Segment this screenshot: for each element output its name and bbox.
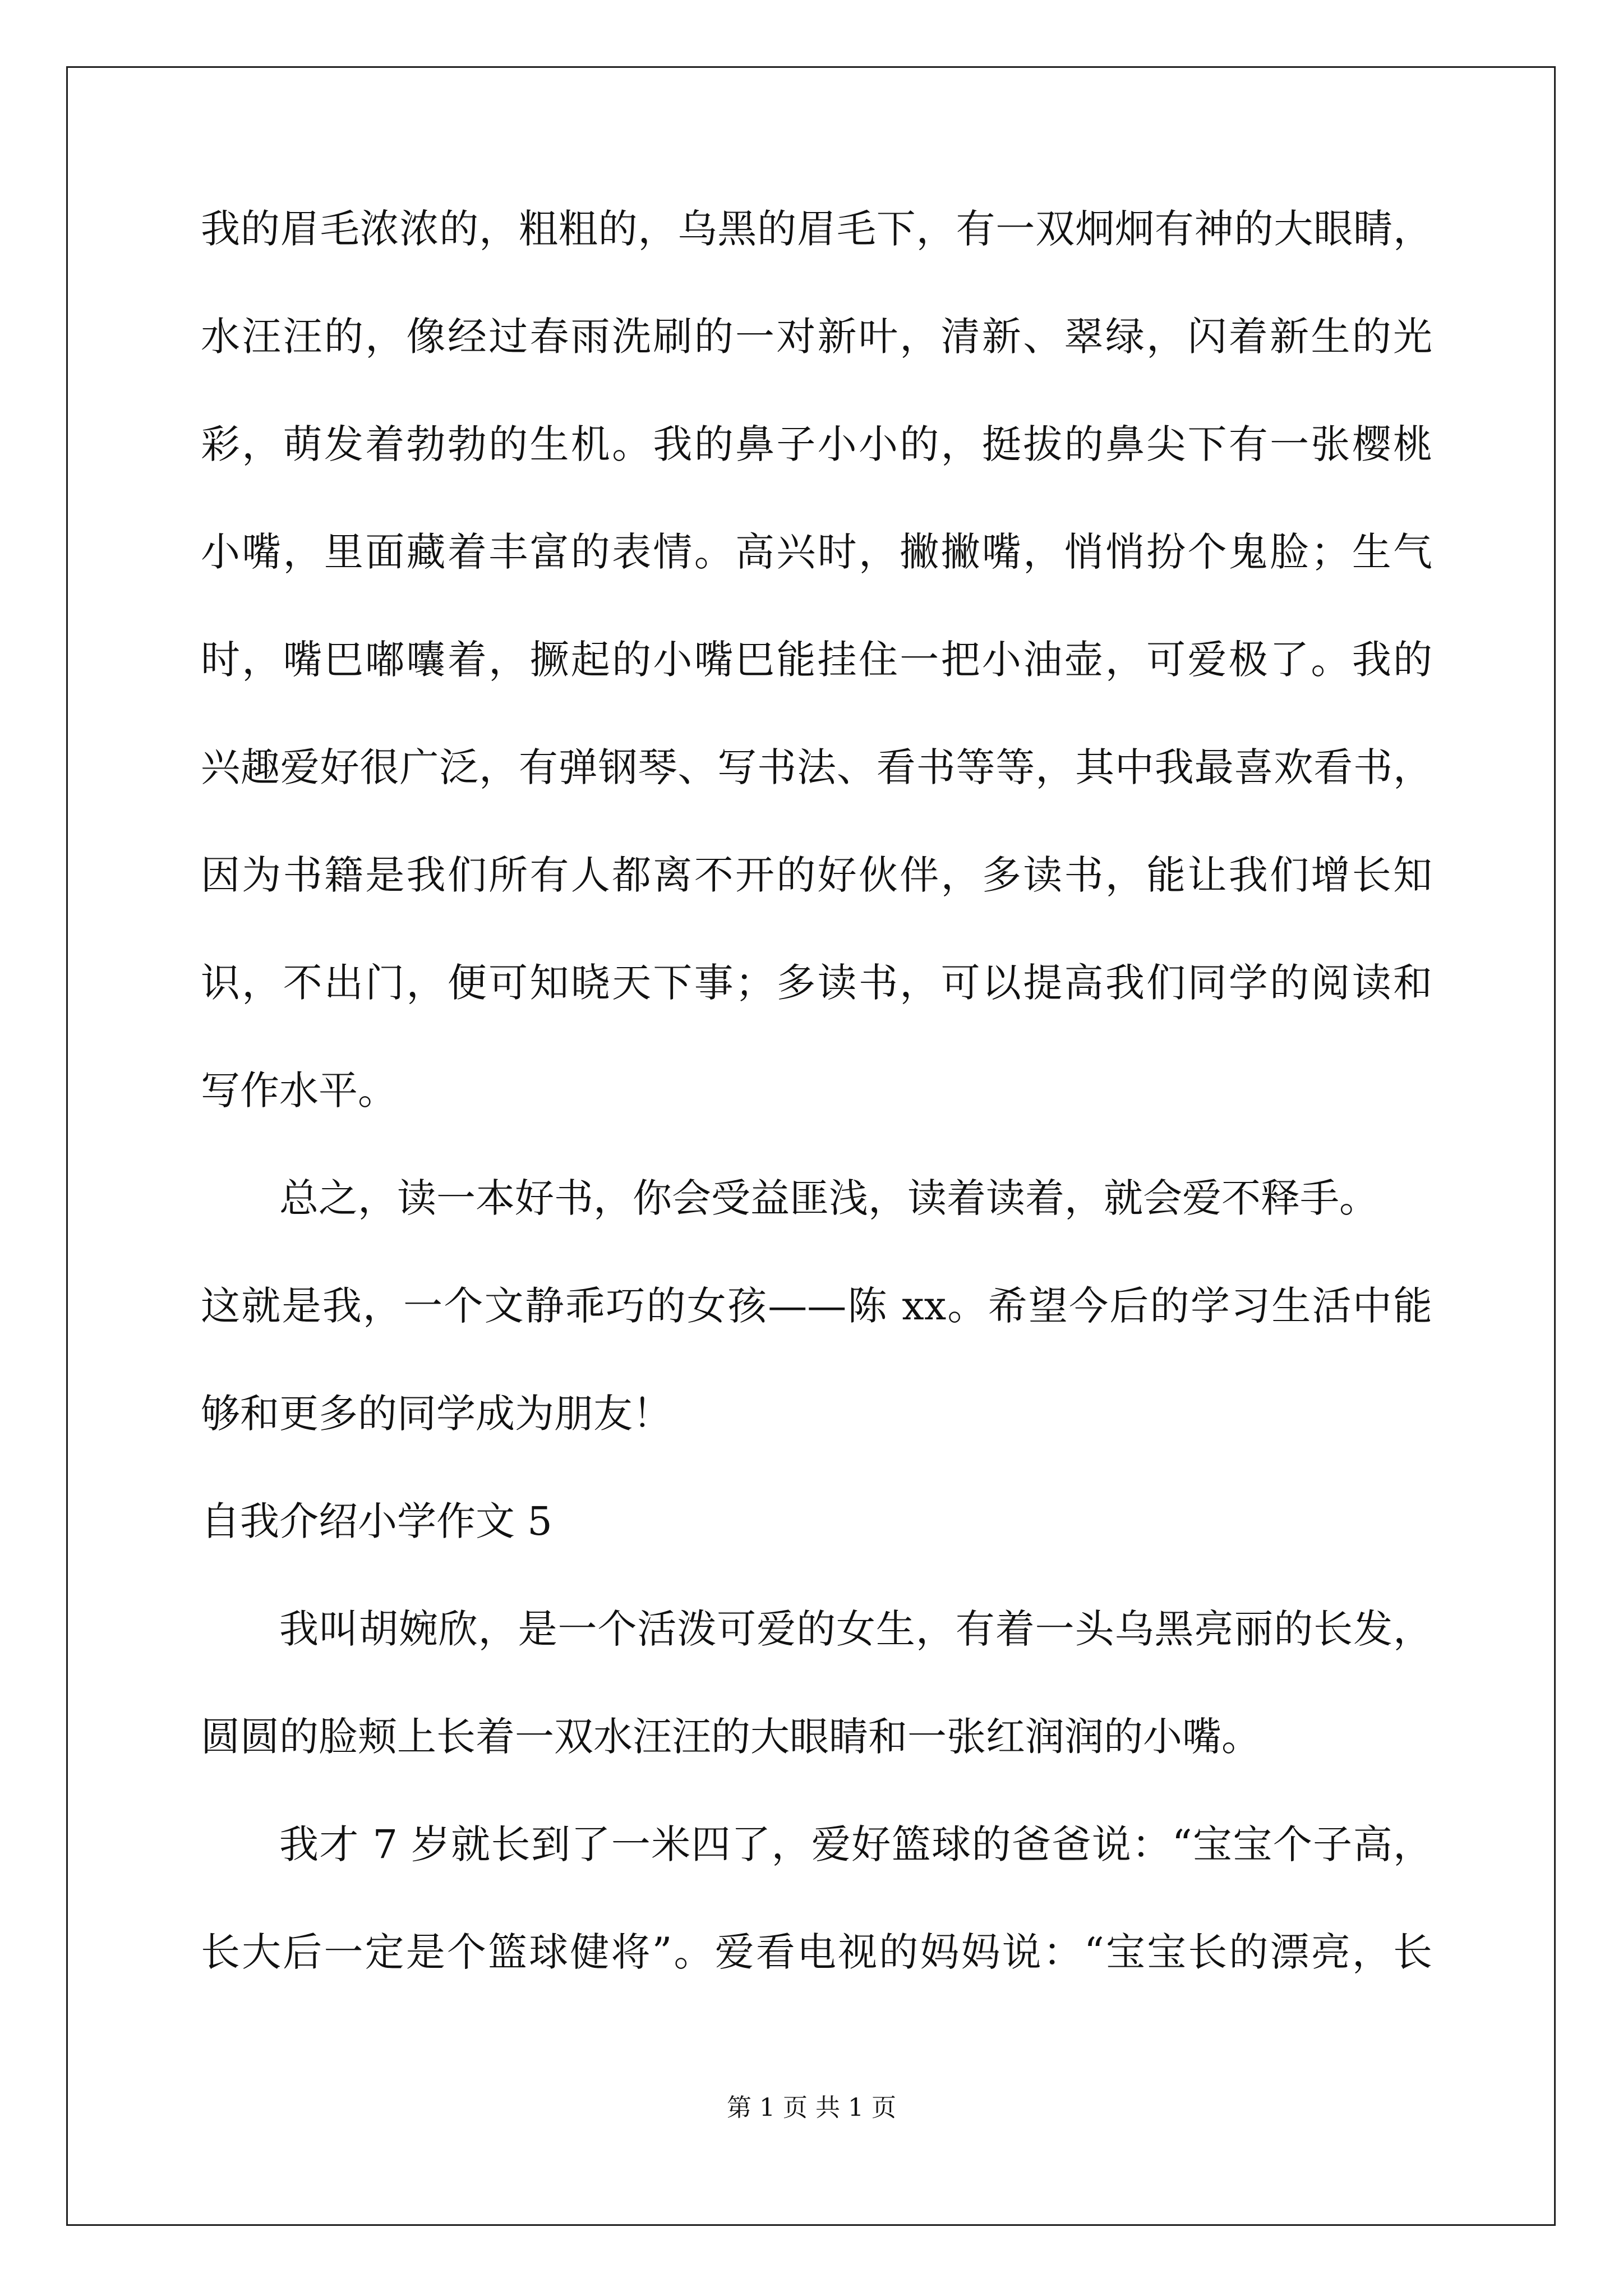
section-heading: 自我介绍小学作文 5 — [201, 1498, 552, 1544]
text-line: 总之，读一本好书，你会受益匪浅，读着读着，就会爱不释手。 — [279, 1175, 1378, 1221]
text-line: 彩，萌发着勃勃的生机。我的鼻子小小的，挺拔的鼻尖下有一张樱桃 — [201, 421, 1432, 467]
text-line: 够和更多的同学成为朋友！ — [201, 1391, 672, 1437]
text-line: 兴趣爱好很广泛，有弹钢琴、写书法、看书等等，其中我最喜欢看书， — [201, 744, 1432, 790]
document-body — [201, 202, 1432, 2033]
text-line: 我叫胡婉欣，是一个活泼可爱的女生，有着一头乌黑亮丽的长发， — [279, 1606, 1432, 1652]
text-line: 写作水平。 — [201, 1068, 397, 1114]
page-footer: 第 1 页 共 1 页 — [727, 2093, 896, 2122]
text-line: 这就是我，一个文静乖巧的女孩——陈 xx。希望今后的学习生活中能 — [201, 1283, 1432, 1329]
text-line: 时，嘴巴嘟囔着，撅起的小嘴巴能挂住一把小油壶，可爱极了。我的 — [201, 637, 1432, 683]
text-line: 因为书籍是我们所有人都离不开的好伙伴，多读书，能让我们增长知 — [201, 852, 1432, 898]
text-line: 圆圆的脸颊上长着一双水汪汪的大眼睛和一张红润润的小嘴。 — [201, 1714, 1261, 1760]
text-line: 小嘴，里面藏着丰富的表情。高兴时，撇撇嘴，悄悄扮个鬼脸；生气 — [201, 529, 1432, 575]
text-line: 水汪汪的，像经过春雨洗刷的一对新叶，清新、翠绿，闪着新生的光 — [201, 314, 1432, 360]
text-line: 我才 7 岁就长到了一米四了，爱好篮球的爸爸说：“宝宝个子高， — [279, 1821, 1432, 1867]
text-line: 我的眉毛浓浓的，粗粗的，乌黑的眉毛下，有一双炯炯有神的大眼睛， — [201, 206, 1432, 252]
text-line: 识，不出门，便可知晓天下事；多读书，可以提高我们同学的阅读和 — [201, 960, 1432, 1006]
text-line: 长大后一定是个篮球健将”。爱看电视的妈妈说：“宝宝长的漂亮，长 — [201, 1929, 1432, 1975]
